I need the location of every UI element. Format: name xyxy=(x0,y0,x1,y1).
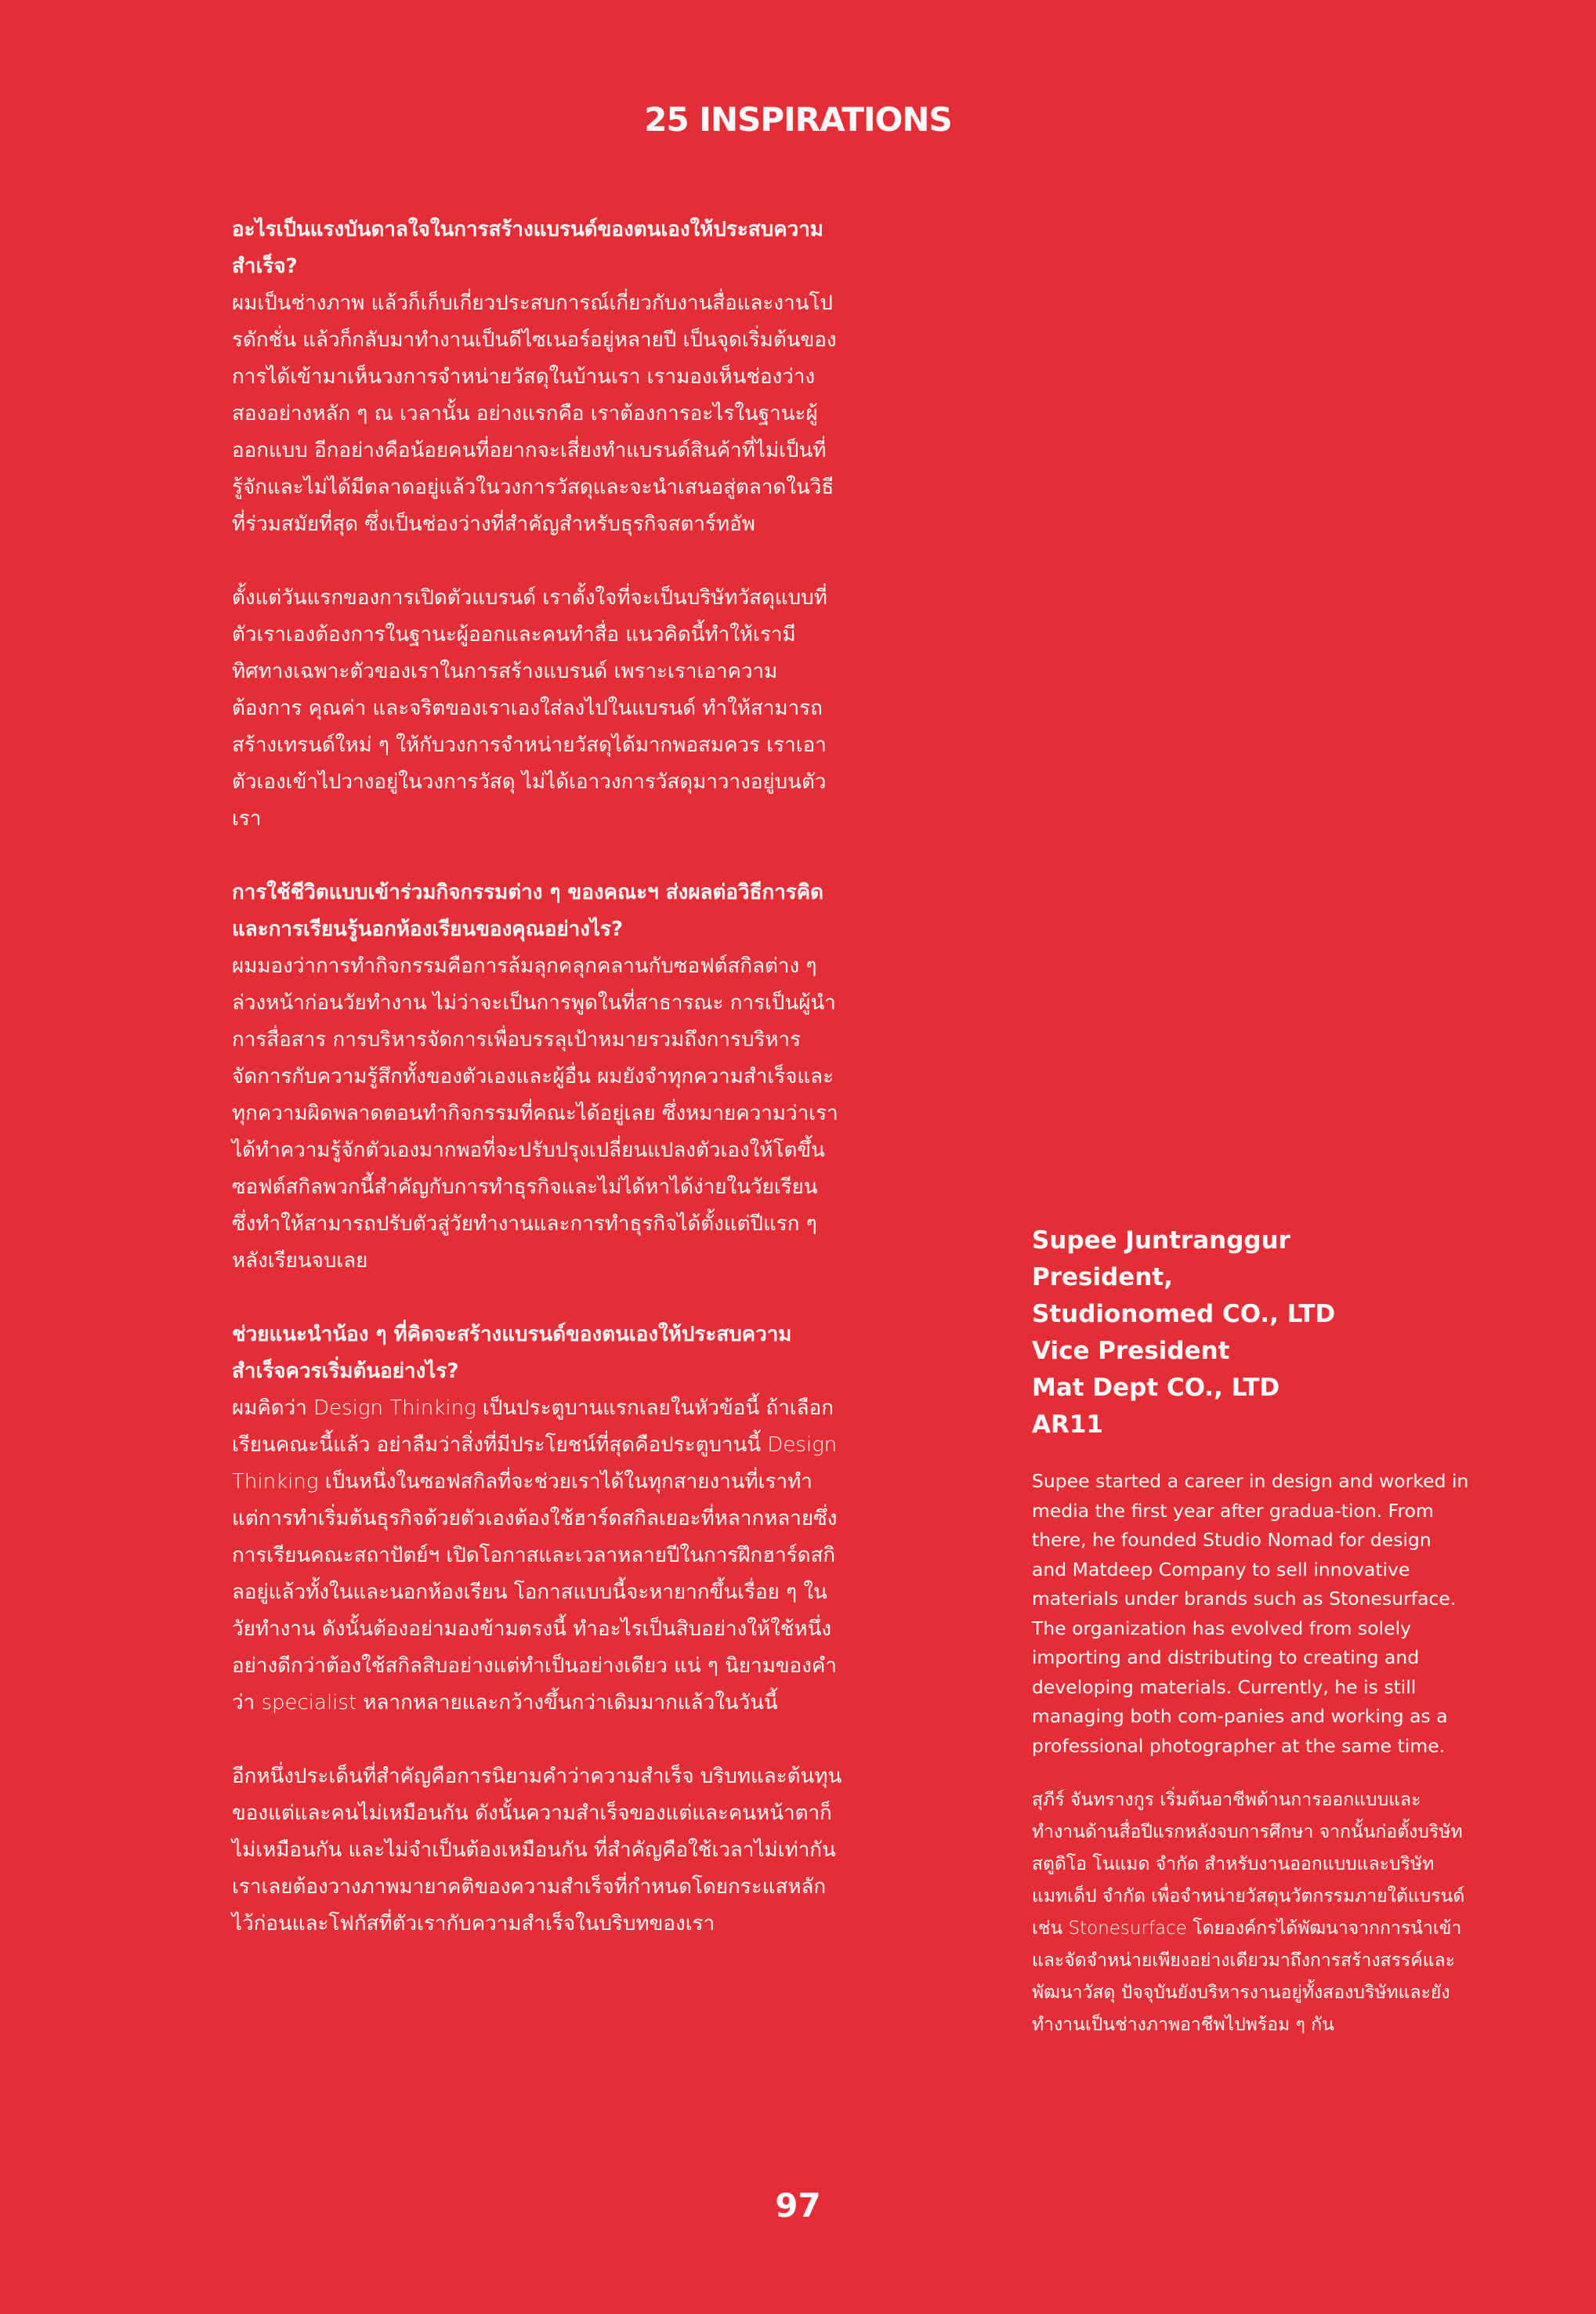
profile-company-1: Studionomed CO., LTD xyxy=(1032,1300,1336,1328)
page-number: 97 xyxy=(775,2186,821,2225)
profile-title-1: President, xyxy=(1032,1263,1173,1291)
interview-answer-3-paragraph-1: ผมคิดว่า Design Thinking เป็นประตูบานแรกเลยในหัวข้อนี้ ถ้าเลือกเรียนคณะนี้แล้ว อย่าลืมว่าสิ่งที่มีประโยชน์ที่สุดคือประตูบานนี้ Design Thinking เป็นหนึ่งในซอฟสกิลที่จะช่วยเราได้ในทุกสายงานที่เราทำ แต่การทำเริ่มต้นธุรกิจด้วยตัวเองต้องใช้ฮาร์ดสกิลเยอะที่หลากหลายซึ่งการเรียนคณะสถาปัตย์ฯ เปิดโอกาสและเวลาหลายปีในการฝึกฮาร์ดสกิลอยู่แล้วทั้งในและนอกห้องเรียน โอกาสแบบนี้จะหายากขึ้นเรื่อย ๆ ในวัยทำงาน ดังนั้นต้องอย่ามองข้ามตรงนี้ ทำอะไรเป็นสิบอย่างให้ใช้หนึ่งอย่างดีกว่าต้องใช้สกิลสิบอย่างแต่ทำเป็นอย่างเดียว แน่ ๆ นิยามของคำว่า specialist หลากหลายและกว้างขึ้นกว่าเดิมมากแล้วในวันนี้ xyxy=(232,1396,838,1715)
profile-company-2: Mat Dept CO., LTD xyxy=(1032,1374,1280,1402)
profile-title-2: Vice President xyxy=(1032,1337,1230,1365)
profile-bio-english: Supee started a career in design and worked in media the first year after gradua-tion. From there, he founded Studio Nomad for design and Matdeep Company to sell innovative materials under brands such as Stonesurface. The organization has evolved from solely importing and distributing to creating and developing materials. Currently, he is still managing both com-panies and working as a professional photographer at the same time. xyxy=(1032,1470,1469,1757)
interview-column xyxy=(232,212,843,1979)
interview-question-1: อะไรเป็นแรงบันดาลใจในการสร้างแบรนด์ของตนเองให้ประสบความสำเร็จ? xyxy=(232,218,823,278)
profile-column xyxy=(1032,1222,1471,2041)
interview-answer-1-paragraph-1: ผมเป็นช่างภาพ แล้วก็เก็บเกี่ยวประสบการณ์เกี่ยวกับงานสื่อและงานโปรดักชั่น แล้วก็กลับมาทำงานเป็นดีไซเนอร์อยู่หลายปี เป็นจุดเริ่มต้นของการได้เข้ามาเห็นวงการจำหน่ายวัสดุในบ้านเรา เรามองเห็นช่องว่างสองอย่างหลัก ๆ ณ เวลานั้น อย่างแรกคือ เราต้องการอะไรในฐานะผู้ออกแบบ อีกอย่างคือน้อยคนที่อยากจะเสี่ยงทำแบรนด์สินค้าที่ไม่เป็นที่รู้จักและไม่ได้มีตลาดอยู่แล้วในวงการวัสดุและจะนำเสนอสู่ตลาดในวิธีที่ร่วมสมัยที่สุด ซึ่งเป็นช่องว่างที่สำคัญสำหรับธุรกิจสตาร์ทอัพ xyxy=(232,292,837,536)
page-title: 25 INSPIRATIONS xyxy=(644,100,952,139)
profile-name: Supee Juntranggur xyxy=(1032,1226,1290,1255)
interview-answer-3-paragraph-2: อีกหนึ่งประเด็นที่สำคัญคือการนิยามคำว่าความสำเร็จ บริบทและต้นทุนของแต่และคนไม่เหมือนกัน ดังนั้นความสำเร็จของแต่และคนหน้าตาก็ไม่เหมือนกัน และไม่จำเป็นต้องเหมือนกัน ที่สำคัญคือใช้เวลาไม่เท่ากัน เราเลยต้องวางภาพมายาคติของความสำเร็จที่กำหนดโดยกระแสหลักไว้ก่อนและโฟกัสที่ตัวเรากับความสำเร็จในบริบทของเรา xyxy=(232,1765,842,1936)
profile-heading xyxy=(1032,1222,1471,1443)
interview-question-3: ช่วยแนะนำน้อง ๆ ที่คิดจะสร้างแบรนด์ของตนเองให้ประสบความสำเร็จควรเริ่มต้นอย่างไร? xyxy=(232,1323,792,1383)
interview-answer-2: ผมมองว่าการทำกิจกรรมคือการล้มลุกคลุกคลานกับซอฟต์สกิลต่าง ๆ ล่วงหน้าก่อนวัยทำงาน ไม่ว่าจะเป็นการพูดในที่สาธารณะ การเป็นผู้นำ การสื่อสาร การบริหารจัดการเพื่อบรรลุเป้าหมายรวมถึงการบริหารจัดการกับความรู้สึกทั้งของตัวเองและผู้อื่น ผมยังจำทุกความสำเร็จและทุกความผิดพลาดตอนทำกิจกรรมที่คณะได้อยู่เลย ซึ่งหมายความว่าเราได้ทำความรู้จักตัวเองมากพอที่จะปรับปรุงเปลี่ยนแปลงตัวเองให้โตขึ้น ซอฟต์สกิลพวกนี้สำคัญกับการทำธุรกิจและไม่ได้หาได้ง่ายในวัยเรียน ซึ่งทำให้สามารถปรับตัวสู่วัยทำงานและการทำธุรกิจได้ตั้งแต่ปีแรก ๆ หลังเรียนจบเลย xyxy=(232,954,838,1273)
interview-question-2: การใช้ชีวิตแบบเข้าร่วมกิจกรรมต่าง ๆ ของคณะฯ ส่งผลต่อวิธีการคิดและการเรียนรู้นอกห้องเรียนของคุณอย่างไร? xyxy=(232,881,824,941)
profile-class: AR11 xyxy=(1032,1410,1104,1439)
interview-answer-1-paragraph-2: ตั้งแต่วันแรกของการเปิดตัวแบรนด์ เราตั้งใจที่จะเป็นบริษัทวัสดุแบบที่ตัวเราเองต้องการในฐานะผู้ออกและคนทำสื่อ แนวคิดนี้ทำให้เรามีทิศทางเฉพาะตัวของเราในการสร้างแบรนด์ เพราะเราเอาความต้องการ คุณค่า และจริตของเราเองใส่ลงไปในแบรนด์ ทำให้สามารถสร้างเทรนด์ใหม่ ๆ ให้กับวงการจำหน่ายวัสดุได้มากพอสมควร เราเอาตัวเองเข้าไปวางอยู่ในวงการวัสดุ ไม่ได้เอาวงการวัสดุมาวางอยู่บนตัวเรา xyxy=(232,586,827,831)
profile-bio-thai: สุภีร์ จันทรางกูร เริ่มต้นอาชีพด้านการออกแบบและทำงานด้านสื่อปีแรกหลังจบการศึกษา จากนั้นก่อตั้งบริษัท สตูดิโอ โนแมด จำกัด สำหรับงานออกแบบและบริษัท แมทเด็ป จำกัด เพื่อจำหน่ายวัสดุนวัตกรรมภายใต้แบรนด์ เช่น Stonesurface โดยองค์กรได้พัฒนาจากการนำเข้าและจัดจำหน่ายเพียงอย่างเดียวมาถึงการสร้างสรรค์และพัฒนาวัสดุ ปัจจุบันยังบริหารงานอยู่ทั้งสองบริษัทและยังทำงานเป็นช่างภาพอาชีพไปพร้อม ๆ กัน xyxy=(1032,1790,1465,2035)
